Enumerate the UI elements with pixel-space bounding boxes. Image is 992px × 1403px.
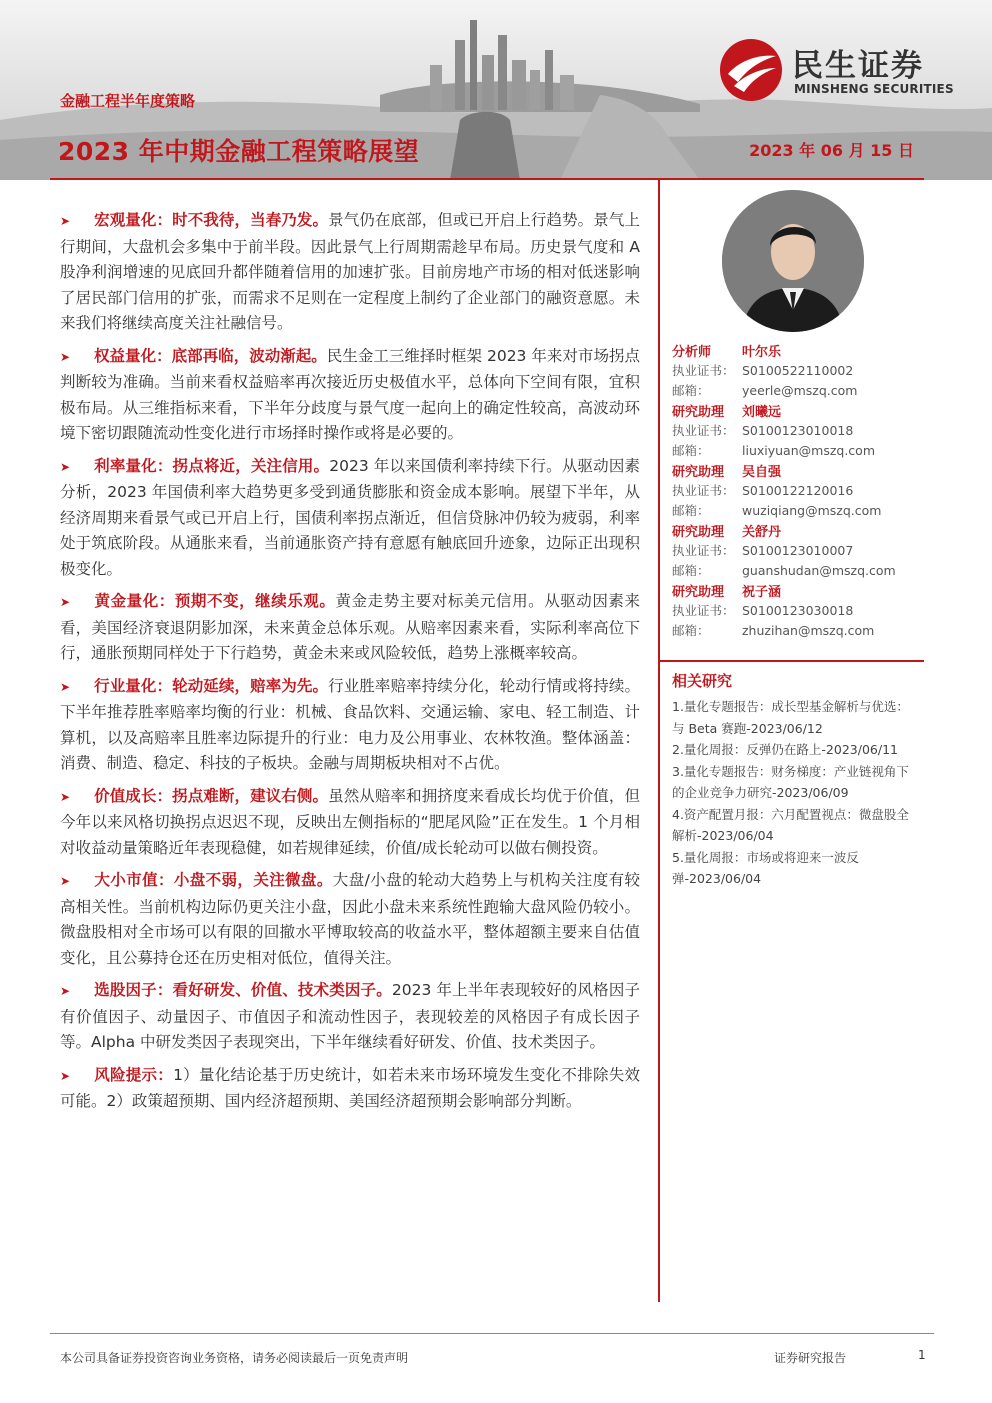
- paragraph-lead: 选股因子：看好研发、价值、技术类因子。: [94, 981, 392, 999]
- analyst-email-link[interactable]: yeerle@mszq.com: [742, 382, 858, 398]
- analyst-list: [672, 340, 912, 640]
- analyst-name: 关舒丹: [742, 524, 782, 540]
- email-label: 邮箱：: [672, 623, 710, 638]
- paragraph-text: 景气仍在底部，但或已开启上行趋势。景气上行期间，大盘机会多集中于前半段。因此景气上行周期需趁早布局。历史景气度和 A 股净利润增速的见底回升都伴随着信用的加速扩张。目前房地产市场的相对低迷影响了居民部门信用的扩张，而需求不足则在一定程度上制约了企业部门的融资意愿。未来我们将继续高度关注社融信号。: [60, 211, 640, 332]
- cert-number: S0100522110002: [742, 362, 854, 378]
- paragraph-text: 大盘/小盘的轮动大趋势上与机构关注度有较高相关性。当前机构边际仍更关注小盘，因此小盘未来系统性跑输大盘风险仍较小。微盘股相对全市场可以有限的回撤水平博取较高的收益水平，整体超额主要来自估值变化，且公募持仓还在历史相对低位，值得关注。: [60, 871, 640, 967]
- analyst-portrait-image: [722, 190, 864, 332]
- bullet-arrow-icon: ➤: [60, 789, 71, 804]
- analyst-name: 祝子涵: [742, 584, 782, 600]
- paragraph-lead: 价值成长：拐点难断，建议右侧。: [94, 786, 329, 805]
- bullet-arrow-icon: ➤: [60, 349, 71, 364]
- related-research-item[interactable]: 1.量化专题报告：成长型基金解析与优选：与 Beta 赛跑-2023/06/12: [672, 699, 909, 736]
- cert-number: S0100123030018: [742, 602, 854, 618]
- email-label: 邮箱：: [672, 503, 710, 518]
- minsheng-logo-icon: [718, 38, 784, 102]
- analyst-name: 刘曦远: [742, 404, 782, 420]
- analyst-photo: [722, 190, 864, 332]
- paragraph-value-growth: [60, 784, 640, 862]
- minsheng-logo: [718, 38, 968, 102]
- bullet-arrow-icon: ➤: [60, 1068, 71, 1083]
- cert-number: S0100122120016: [742, 482, 854, 498]
- report-date: 2023 年 06 月 15 日: [749, 141, 914, 160]
- footer-doc-type: 证券研究报告: [774, 1351, 847, 1365]
- report-title: 2023 年中期金融工程策略展望: [58, 137, 420, 166]
- related-research-item[interactable]: 2.量化周报：反弹仍在路上-2023/06/11: [672, 742, 898, 757]
- analyst-role: 分析师: [672, 344, 712, 360]
- paragraph-factors: [60, 978, 640, 1056]
- cert-number: S0100123010018: [742, 422, 854, 438]
- paragraph-text: 虽然从赔率和拥挤度来看成长均优于价值，但今年以来风格切换拐点迟迟不现，反映出左侧指标的“肥尾风险”正在发生。1 个月相对收益动量策略近年表现稳健，如若规律延续，价值/成长轮动可以做右侧投资。: [60, 786, 640, 857]
- paragraph-lead: 宏观量化：时不我待，当春乃发。: [94, 211, 329, 229]
- paragraph-text: 1）量化结论基于历史统计，如若未来市场环境发生变化不排除失效可能。2）政策超预期、国内经济超预期、美国经济超预期会影响部分判断。: [60, 1065, 640, 1110]
- analyst-name: 吴自强: [742, 464, 782, 480]
- paragraph-equity: [60, 344, 640, 447]
- page-number: 1: [918, 1348, 926, 1362]
- cert-number: S0100123010007: [742, 542, 854, 558]
- paragraph-rates: [60, 454, 640, 583]
- analyst-role: 研究助理: [672, 524, 725, 540]
- analyst-entry: [672, 460, 912, 520]
- analyst-email-link[interactable]: wuziqiang@mszq.com: [742, 502, 882, 518]
- paragraph-lead: 风险提示：: [94, 1065, 174, 1084]
- bullet-arrow-icon: ➤: [60, 984, 71, 998]
- analyst-role: 研究助理: [672, 584, 725, 600]
- analyst-entry: [672, 400, 912, 460]
- paragraph-lead: 黄金量化：预期不变，继续乐观。: [94, 592, 336, 610]
- logo-english-name: MINSHENG SECURITIES: [794, 82, 954, 96]
- bullet-arrow-icon: ➤: [60, 459, 71, 474]
- paragraph-text: 2023 年以来国债利率持续下行。从驱动因素分析，2023 年国债利率大趋势更多受到通货膨胀和资金成本影响。展望下半年，从经济周期来看景气或已开启上行，国债利率拐点渐近，但信贷脉冲仍较为疲弱，利率处于筑底阶段。从通胀来看，当前通胀资产持有意愿有触底回升迹象，边际正出现积极变化。: [60, 456, 640, 578]
- paragraph-lead: 大小市值：小盘不弱，关注微盘。: [94, 871, 333, 889]
- analyst-email-link[interactable]: guanshudan@mszq.com: [742, 562, 896, 578]
- email-label: 邮箱：: [672, 563, 710, 578]
- paragraph-risk: [60, 1063, 640, 1115]
- paragraph-macro: [60, 208, 640, 337]
- paragraph-gold: [60, 589, 640, 667]
- paragraph-text: 黄金走势主要对标美元信用。从驱动因素来看，美国经济衰退阴影加深，未来黄金总体乐观。从赔率因素来看，实际利率高位下行，通胀预期同样处于下行趋势，黄金未来或风险较低，趋势上涨概率较高。: [60, 592, 640, 662]
- analyst-entry: [672, 520, 912, 580]
- related-research-list: [672, 696, 920, 890]
- paragraph-lead: 行业量化：轮动延续，赔率为先。: [94, 676, 329, 695]
- paragraph-industry: [60, 674, 640, 777]
- report-type: 金融工程半年度策略: [60, 92, 196, 110]
- header-divider: [50, 178, 924, 180]
- cert-label: 执业证书：: [672, 603, 735, 618]
- related-research-item[interactable]: 5.量化周报：市场或将迎来一波反弹-2023/06/04: [672, 849, 859, 886]
- related-research-item[interactable]: 4.资产配置月报：六月配置视点：微盘股全解析-2023/06/04: [672, 806, 909, 843]
- paragraph-lead: 权益量化：底部再临，波动渐起。: [94, 346, 327, 365]
- paragraph-size: [60, 868, 640, 971]
- column-divider: [658, 180, 660, 1302]
- analyst-email-link[interactable]: zhuzihan@mszq.com: [742, 622, 875, 638]
- bullet-arrow-icon: ➤: [60, 595, 71, 609]
- analyst-email-link[interactable]: liuxiyuan@mszq.com: [742, 442, 875, 458]
- footer-divider: [50, 1333, 934, 1334]
- main-content: [60, 208, 640, 1122]
- email-label: 邮箱：: [672, 383, 710, 398]
- analyst-role: 研究助理: [672, 464, 725, 480]
- cert-label: 执业证书：: [672, 363, 735, 378]
- paragraph-text: 行业胜率赔率持续分化，轮动行情或将持续。下半年推荐胜率赔率均衡的行业：机械、食品饮料、交通运输、家电、轻工制造、计算机，以及高赔率且胜率边际提升的行业：电力及公用事业、农林牧渔。整体涵盖：消费、制造、稳定、科技的子板块。金融与周期板块相对不占优。: [60, 676, 640, 772]
- analyst-name: 叶尔乐: [742, 344, 782, 360]
- paragraph-text: 2023 年上半年表现较好的风格因子有价值因子、动量因子、市值因子和流动性因子，表现较差的风格因子有成长因子等。Alpha 中研发类因子表现突出，下半年继续看好研发、价值、技术类因子。: [60, 981, 640, 1051]
- sidebar-divider: [660, 660, 924, 662]
- analyst-entry: [672, 580, 912, 640]
- email-label: 邮箱：: [672, 443, 710, 458]
- related-research-item[interactable]: 3.量化专题报告：财务梯度：产业链视角下的企业竞争力研究-2023/06/09: [672, 763, 909, 800]
- cert-label: 执业证书：: [672, 423, 735, 438]
- paragraph-lead: 利率量化：拐点将近，关注信用。: [94, 456, 330, 475]
- bullet-arrow-icon: ➤: [60, 874, 71, 888]
- logo-chinese-name: 民生证券: [792, 48, 924, 84]
- paragraph-text: 民生金工三维择时框架 2023 年来对市场拐点判断较为准确。当前来看权益赔率再次接近历史极值水平，总体向下空间有限，宜积极布局。从三维指标来看，下半年分歧度与景气度一起向上的确定性较高，高波动环境下密切跟随流动性变化进行市场择时操作或将是必要的。: [60, 346, 640, 442]
- cert-label: 执业证书：: [672, 543, 735, 558]
- footer-disclaimer: 本公司具备证券投资咨询业务资格，请务必阅读最后一页免责声明: [60, 1351, 409, 1365]
- bullet-arrow-icon: ➤: [60, 214, 71, 228]
- related-research-title: 相关研究: [672, 672, 733, 690]
- header-banner: [0, 0, 992, 180]
- analyst-entry: [672, 340, 912, 400]
- cert-label: 执业证书：: [672, 483, 735, 498]
- analyst-role: 研究助理: [672, 404, 725, 420]
- bullet-arrow-icon: ➤: [60, 679, 71, 694]
